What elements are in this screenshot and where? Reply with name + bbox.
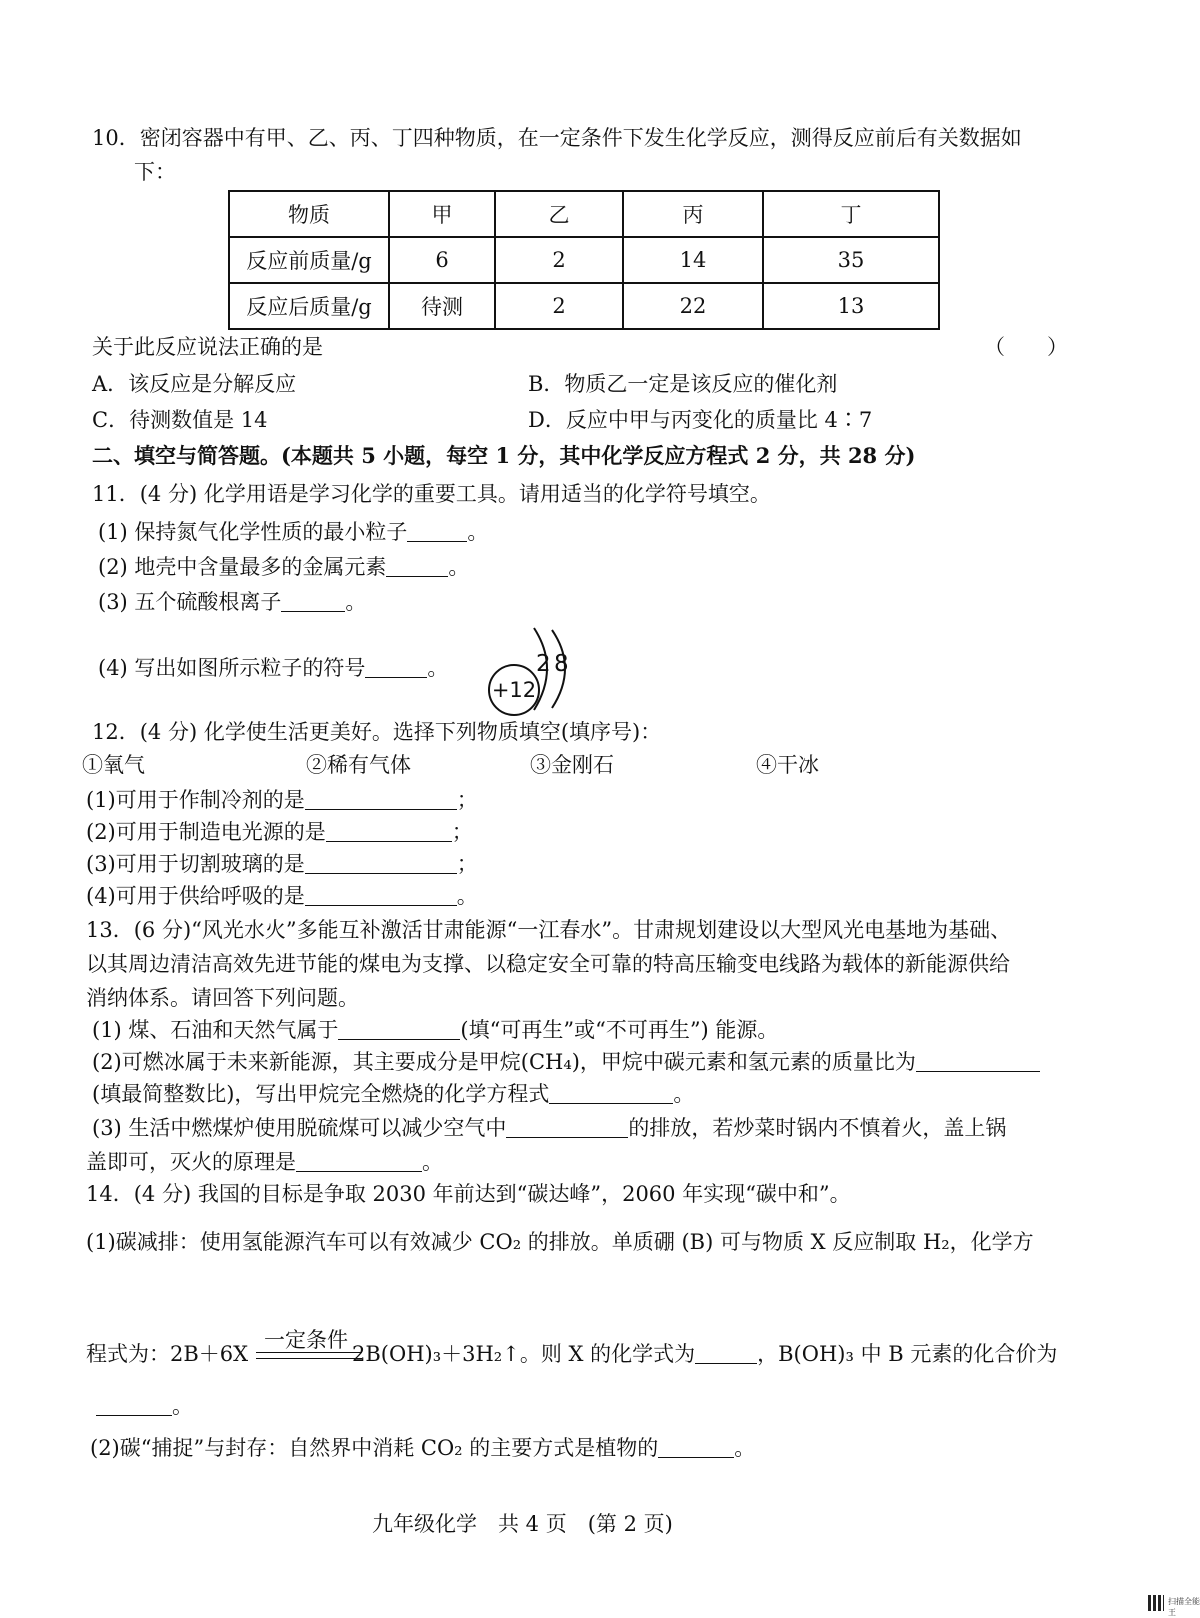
q13-part3-text3: 盖即可，灭火的原理是 [86, 1150, 296, 1174]
semicolon: ； [456, 788, 478, 812]
shell-2-electrons: 8 [554, 651, 569, 677]
q12-item-3-text: (3)可用于切割玻璃的是 [86, 852, 305, 876]
table-cell: 35 [763, 237, 939, 283]
q12-item-1-text: (1)可用于作制冷剂的是 [86, 788, 305, 812]
period: 。 [673, 1082, 695, 1106]
table-cell: 物质 [229, 191, 389, 237]
q12-item-4-text: (4)可用于供给呼吸的是 [86, 884, 305, 908]
q14-part2 [90, 1434, 755, 1462]
q12-item-3 [86, 850, 478, 878]
period: 。 [345, 590, 367, 614]
q13-part2-ratio-blank[interactable] [916, 1049, 1040, 1072]
table-cell: 乙 [495, 191, 623, 237]
q13-part2-equation-blank[interactable] [549, 1081, 673, 1104]
q14-stem: 14．(4 分) 我国的目标是争取 2030 年前达到“碳达峰”，2060 年实现“碳中和”。 [86, 1182, 851, 1206]
q10-data-table [228, 190, 940, 330]
semicolon: ； [456, 852, 478, 876]
table-cell: 6 [389, 237, 495, 283]
q14-part1-line3 [96, 1392, 193, 1420]
table-cell: 丁 [763, 191, 939, 237]
q12-item-2-blank[interactable] [326, 819, 452, 842]
q11-part4-text: (4) 写出如图所示粒子的符号 [98, 656, 366, 680]
period: 。 [456, 884, 478, 908]
q13-part3-blank1[interactable] [506, 1115, 628, 1138]
q13-part3-line1 [92, 1114, 1006, 1142]
period: 。 [448, 555, 470, 579]
table-row [229, 237, 939, 283]
period: 。 [422, 1150, 443, 1174]
q11-part3-text: (3) 五个硫酸根离子 [98, 590, 282, 614]
table-cell: 13 [763, 283, 939, 329]
q11-part4 [98, 654, 448, 682]
period: 。 [734, 1436, 756, 1460]
table-cell: 甲 [389, 191, 495, 237]
q10-option-a: A．该反应是分解反应 [92, 372, 297, 396]
equals-sign-line [256, 1352, 362, 1353]
q12-choice-1: ①氧气 [82, 753, 145, 777]
nucleus: +12 [488, 664, 540, 716]
q13-stem-line1: 13．(6 分)“风光水火”多能互补激活甘肃能源“一江春水”。甘肃规划建设以大型风光电基地为基础、 [86, 918, 1012, 942]
q13-part3-blank2[interactable] [296, 1149, 422, 1172]
q13-part1 [92, 1016, 778, 1044]
q11-part2-text: (2) 地壳中含量最多的金属元素 [98, 555, 387, 579]
shell-1-electrons: 2 [536, 651, 551, 677]
q11-part2-blank[interactable] [386, 554, 448, 577]
q13-part2-line1 [92, 1048, 1040, 1076]
table-cell: 2 [495, 237, 623, 283]
q11-part4-blank[interactable] [365, 655, 427, 678]
q10-stem-line1: 10．密闭容器中有甲、乙、丙、丁四种物质，在一定条件下发生化学反应，测得反应前后有关数据如 [92, 126, 1022, 150]
table-row [229, 283, 939, 329]
q13-part2-text: (2)可燃冰属于未来新能源，其主要成分是甲烷(CH₄)，甲烷中碳元素和氢元素的质量比为 [92, 1050, 916, 1074]
table-cell: 2 [495, 283, 623, 329]
semicolon: ； [451, 820, 473, 844]
q11-part1-text: (1) 保持氮气化学性质的最小粒子 [98, 520, 408, 544]
q10-answer-paren: （ ） [984, 335, 1068, 359]
q11-part2 [98, 553, 469, 581]
q12-item-4-blank[interactable] [305, 883, 457, 906]
q14-part1-line2 [352, 1340, 1057, 1368]
qr-code-icon [1148, 1595, 1164, 1611]
q10-option-c: C．待测数值是 14 [92, 408, 268, 432]
q13-part3-text2: 的排放，若炒菜时锅内不慎着火，盖上锅 [628, 1116, 1007, 1140]
q13-part2-line2 [92, 1080, 694, 1108]
q14-part2-text: (2)碳“捕捉”与封存：自然界中消耗 CO₂ 的主要方式是植物的 [90, 1436, 659, 1460]
table-cell: 反应前质量/g [229, 237, 389, 283]
table-cell: 反应后质量/g [229, 283, 389, 329]
table-header-row [229, 191, 939, 237]
q14-eq-prefix: 程式为：2B＋6X [86, 1342, 249, 1366]
q13-part3-text: (3) 生活中燃煤炉使用脱硫煤可以减少空气中 [92, 1116, 507, 1140]
q14-part1-line1: (1)碳减排：使用氢能源汽车可以有效减少 CO₂ 的排放。单质硼 (B) 可与物质 X 反应制取 H₂，化学方 [86, 1230, 1034, 1254]
q14-part1-tail: ，B(OH)₃ 中 B 元素的化合价为 [757, 1342, 1058, 1366]
table-cell: 待测 [389, 283, 495, 329]
q12-item-4 [86, 882, 478, 910]
q13-part3-line2 [86, 1148, 443, 1176]
q10-option-b: B．物质乙一定是该反应的催化剂 [528, 372, 838, 396]
q12-item-1 [86, 786, 478, 814]
reaction-condition: 一定条件 [264, 1328, 348, 1352]
page-footer: 九年级化学 共 4 页 (第 2 页) [372, 1512, 673, 1536]
q10-option-d: D．反应中甲与丙变化的质量比 4∶7 [528, 408, 873, 432]
table-cell: 丙 [623, 191, 763, 237]
q12-item-2-text: (2)可用于制造电光源的是 [86, 820, 326, 844]
q11-part1-blank[interactable] [407, 519, 467, 542]
q13-part2-text2: (填最简整数比)，写出甲烷完全燃烧的化学方程式 [92, 1082, 550, 1106]
q14-x-formula-blank[interactable] [695, 1341, 757, 1364]
q13-stem-line2: 以其周边清洁高效先进节能的煤电为支撑、以稳定安全可靠的特高压输变电线路为载体的新能源供给 [86, 952, 1010, 976]
scanner-watermark: 扫描全能王 [1168, 1597, 1200, 1617]
q11-stem: 11．(4 分) 化学用语是学习化学的重要工具。请用适当的化学符号填空。 [92, 482, 771, 506]
table-cell: 14 [623, 237, 763, 283]
q10-question: 关于此反应说法正确的是 [92, 335, 323, 359]
q12-item-2 [86, 818, 473, 846]
table-cell: 22 [623, 283, 763, 329]
q10-stem-line2: 下： [134, 160, 176, 184]
period: 。 [427, 656, 449, 680]
equals-sign-line [256, 1358, 362, 1359]
q12-item-3-blank[interactable] [305, 851, 457, 874]
q11-part3-blank[interactable] [281, 589, 345, 612]
q11-part3 [98, 588, 366, 616]
q12-stem: 12．(4 分) 化学使生活更美好。选择下列物质填空(填序号)： [92, 720, 662, 744]
q12-choice-2: ②稀有气体 [306, 753, 411, 777]
q12-item-1-blank[interactable] [305, 787, 457, 810]
q14-valence-blank[interactable] [96, 1393, 172, 1416]
q13-stem-line3: 消纳体系。请回答下列问题。 [86, 986, 359, 1010]
q13-part1-blank[interactable] [338, 1017, 460, 1040]
q13-part1-tail: (填“可再生”或“不可再生”) 能源。 [460, 1018, 779, 1042]
q11-part1 [98, 518, 488, 546]
period: 。 [172, 1394, 193, 1418]
q12-choice-3: ③金刚石 [530, 753, 614, 777]
section-2-heading: 二、填空与简答题。(本题共 5 小题，每空 1 分，其中化学反应方程式 2 分，共 28 分) [92, 443, 916, 468]
q13-part1-text: (1) 煤、石油和天然气属于 [92, 1018, 339, 1042]
period: 。 [467, 520, 489, 544]
q14-part2-blank[interactable] [658, 1435, 734, 1458]
q14-eq-suffix: 2B(OH)₃＋3H₂↑。则 X 的化学式为 [352, 1342, 696, 1366]
q12-choice-4: ④干冰 [756, 753, 819, 777]
